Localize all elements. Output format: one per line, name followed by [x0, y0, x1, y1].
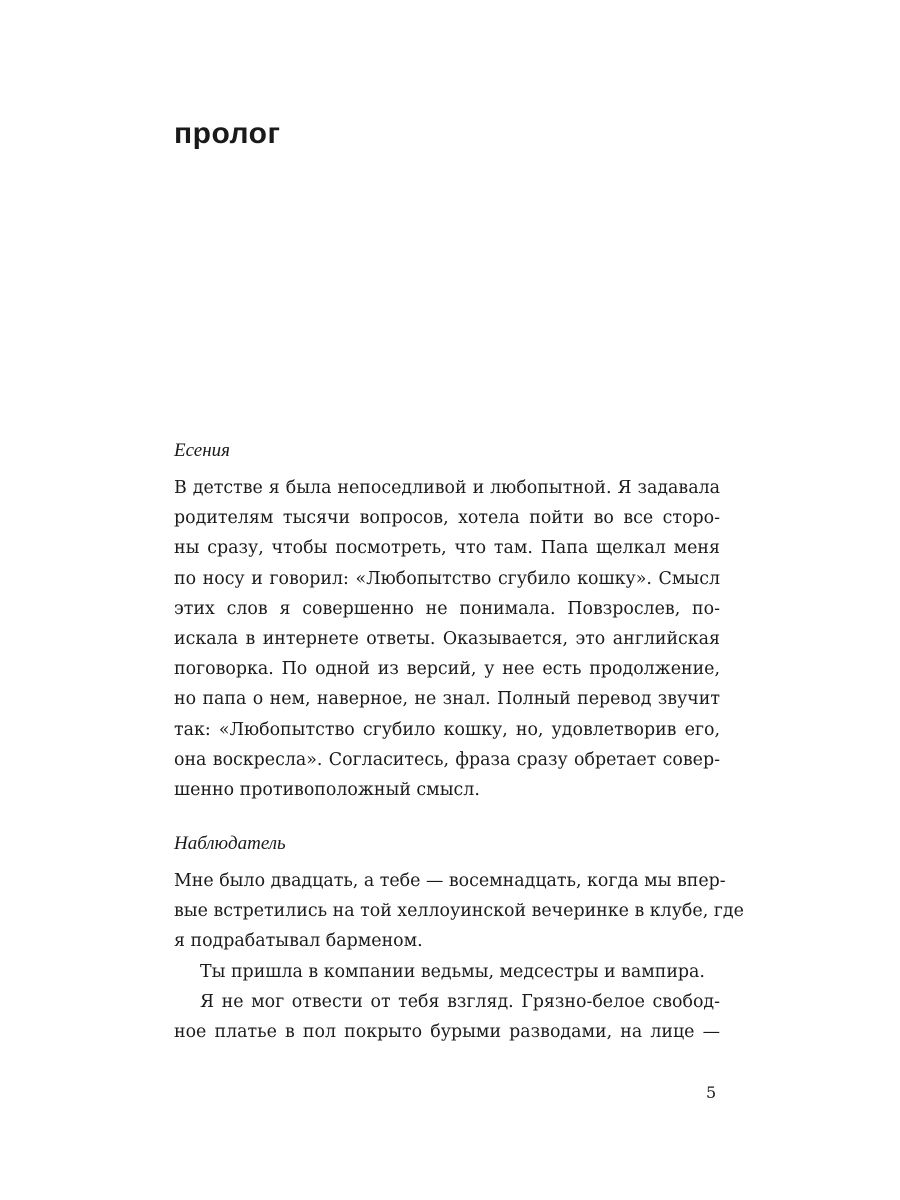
page-number: 5	[706, 1083, 717, 1102]
text-line: Я не мог отвести от тебя взгляд. Грязно-белое свобод-	[200, 992, 720, 1012]
text-line: Мне было двадцать, а тебе — восемнадцать, когда мы впер-	[174, 871, 726, 891]
text-line: вые встретились на той хеллоуинской вечеринке в клубе, где	[174, 901, 744, 922]
paragraph-observer-company	[174, 957, 720, 987]
text-line: она воскресла». Согласитесь, фраза сразу обретает совер-	[174, 749, 720, 770]
paragraph-observer-dress	[174, 987, 720, 1047]
paragraph-observer-meeting	[174, 866, 744, 957]
text-line: так: «Любопытство сгубило кошку, но, удовлетворив его,	[174, 719, 720, 740]
text-line: по носу и говорил: «Любопытство сгубило кошку». Смысл	[174, 568, 720, 589]
text-line: родителям тысячи вопросов, хотела пойти во все сторо-	[174, 508, 720, 529]
text-line: ны сразу, чтобы посмотреть, что там. Папа щелкал меня	[174, 538, 720, 559]
paragraph-esenia-childhood	[174, 473, 720, 805]
text-line: ное платье в пол покрыто бурыми разводами, на лице —	[174, 1022, 720, 1043]
text-line: искала в интернете ответы. Оказывается, это английская	[174, 629, 720, 650]
text-line: поговорка. По одной из версий, у нее есть продолжение,	[174, 659, 720, 680]
text-line: В детстве я была непоседливой и любопытной. Я задавала	[174, 478, 720, 498]
chapter-title: пролог	[174, 117, 281, 150]
speaker-label-observer: Наблюдатель	[174, 833, 286, 854]
text-line: но папа о нем, наверное, не знал. Полный перевод звучит	[174, 689, 720, 710]
text-line: Ты пришла в компании ведьмы, медсестры и вампира.	[200, 962, 705, 982]
text-line: этих слов я совершенно не понимала. Повзрослев, по-	[174, 598, 720, 619]
text-line: шенно противоположный смысл.	[174, 780, 480, 801]
speaker-label-esenia: Есения	[174, 440, 230, 461]
text-line: я подрабатывал барменом.	[174, 931, 423, 952]
